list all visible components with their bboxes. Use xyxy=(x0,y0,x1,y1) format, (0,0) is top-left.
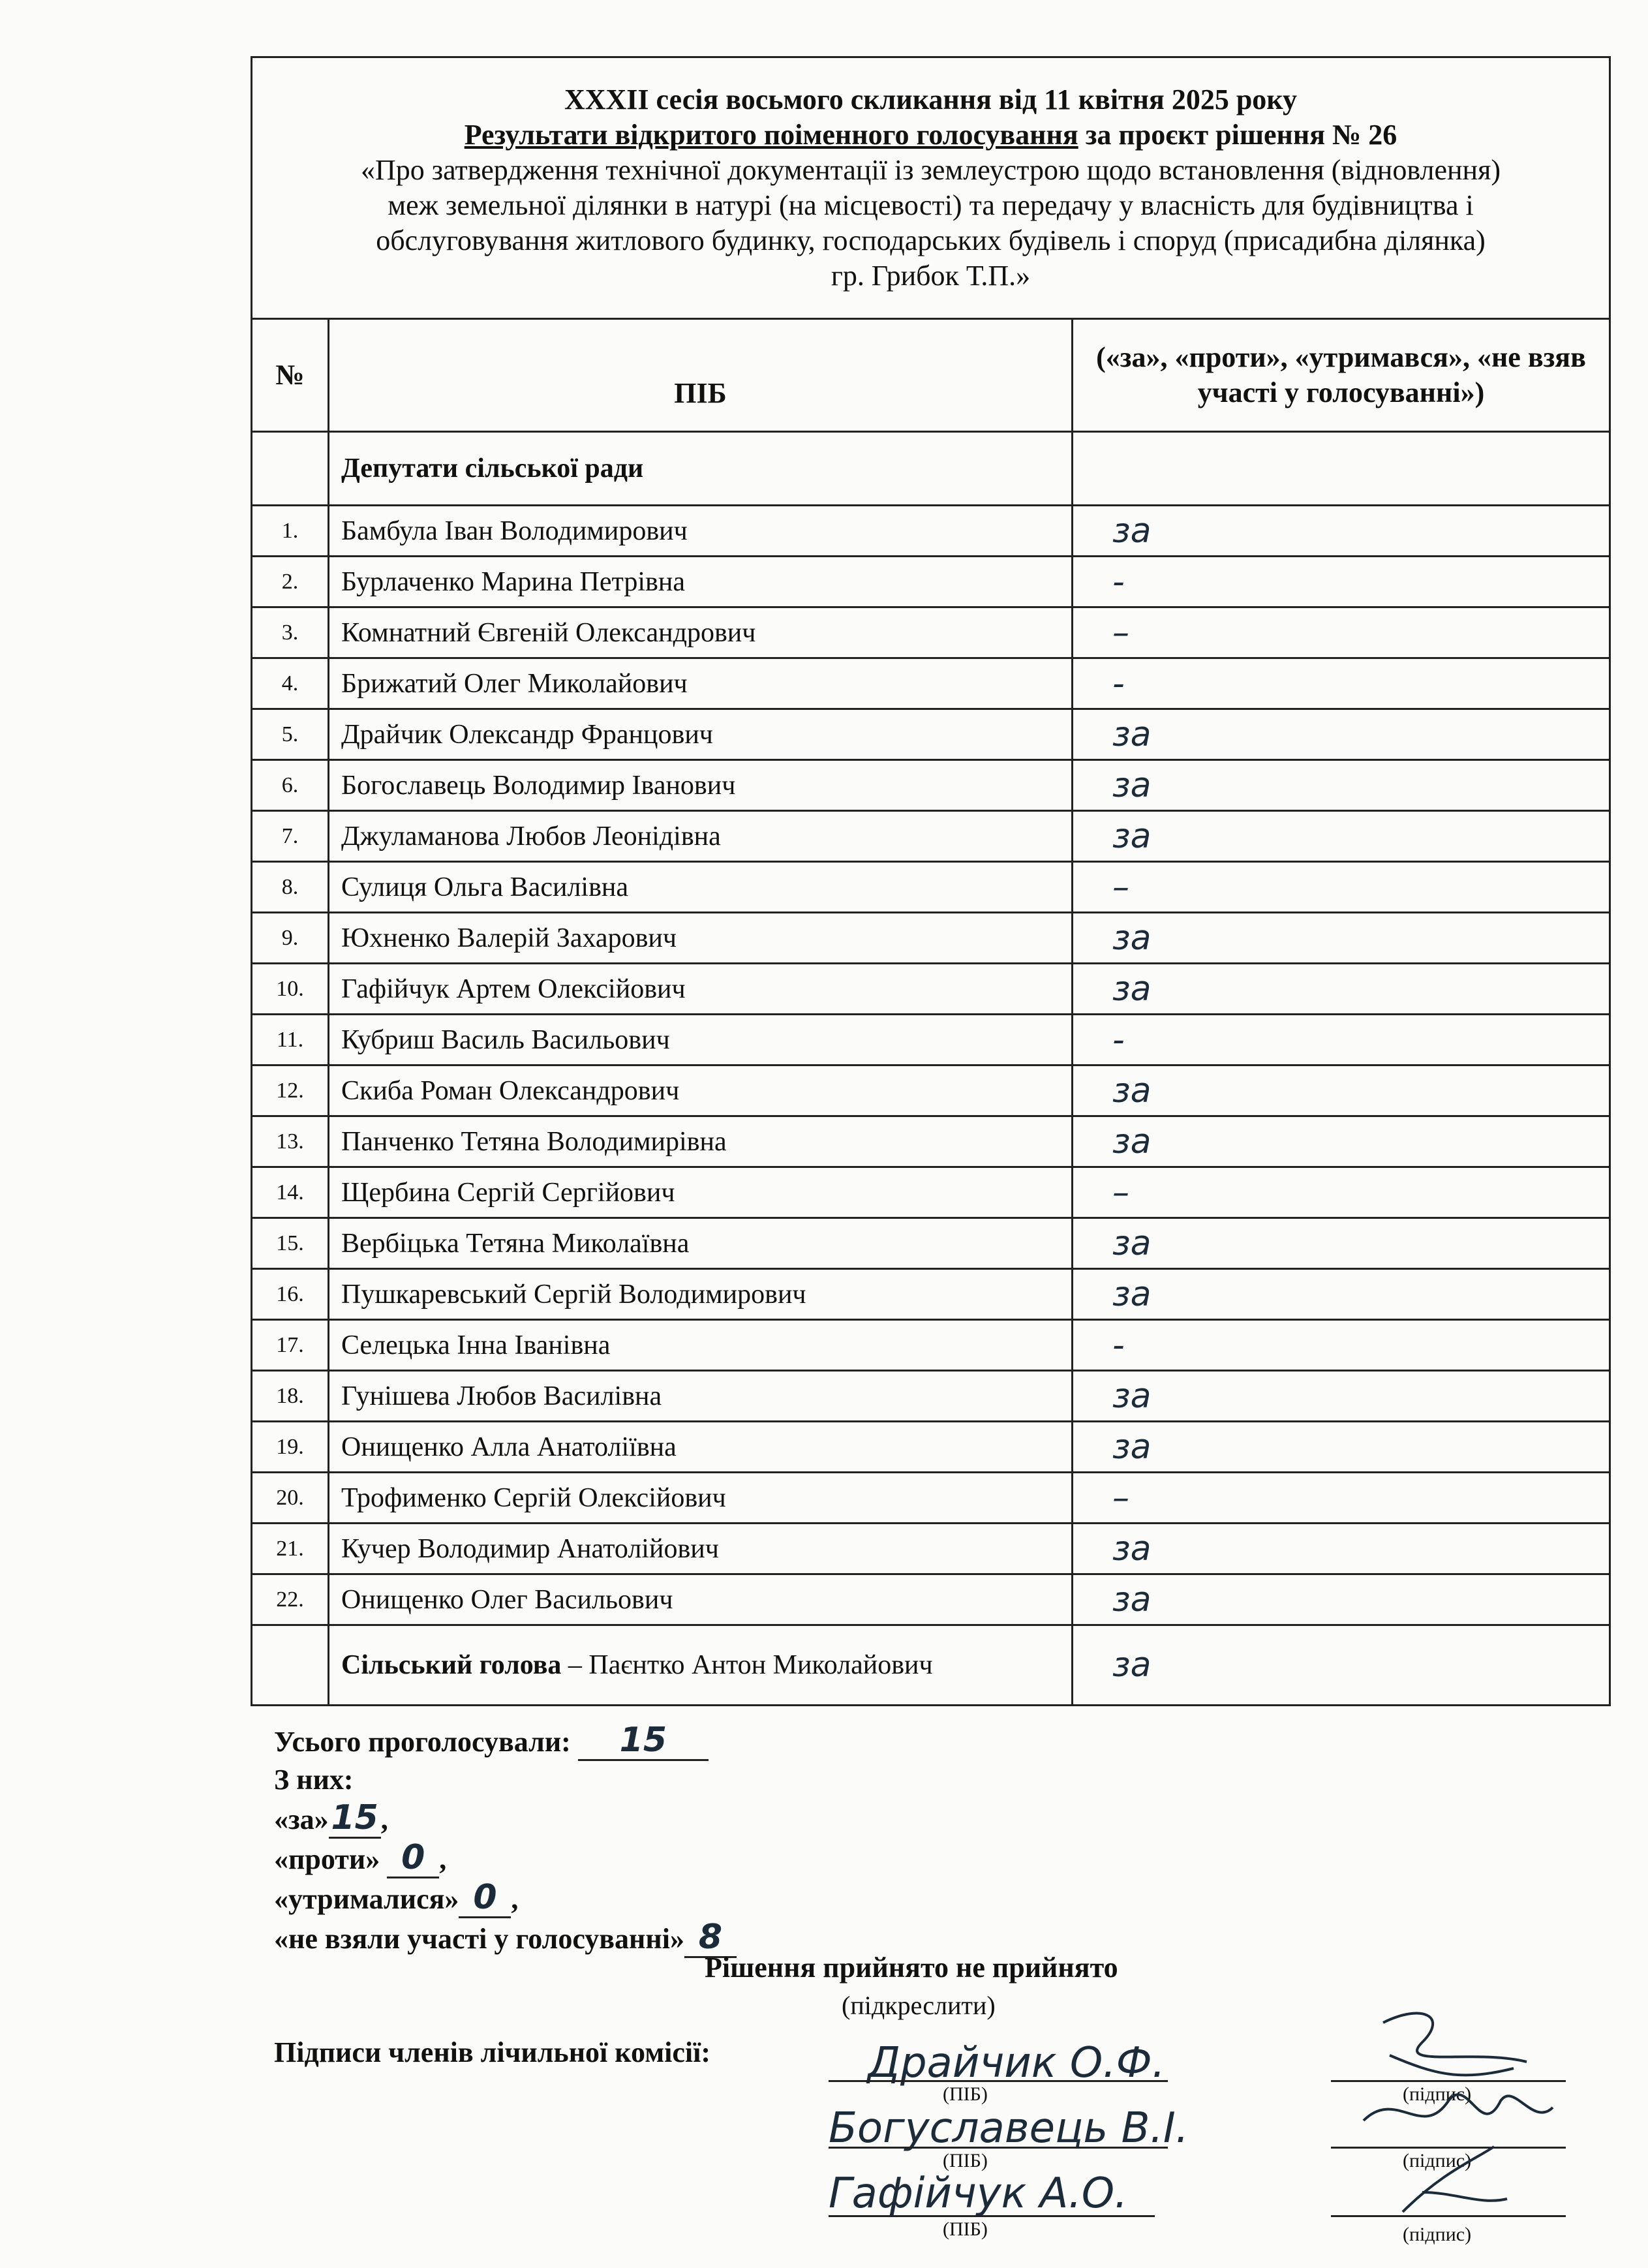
row-number: 21. xyxy=(252,1524,329,1574)
table-row xyxy=(252,506,1610,557)
table-row xyxy=(252,557,1610,607)
deputy-name: Джуламанова Любов Леонідівна xyxy=(329,811,1073,862)
table-row xyxy=(252,1218,1610,1269)
deputy-vote: зa xyxy=(1073,709,1610,760)
results-title: Результати відкритого поіменного голосування xyxy=(464,119,1078,151)
deputy-name: Щербина Сергій Сергійович xyxy=(329,1167,1073,1218)
row-number: 2. xyxy=(252,557,329,607)
table-row xyxy=(252,1116,1610,1167)
deputy-name: Сулиця Ольга Василівна xyxy=(329,862,1073,913)
abstained-value: 0 xyxy=(459,1878,511,1918)
table-row xyxy=(252,658,1610,709)
commission-label: Підписи членів лічильної комісії: xyxy=(274,2036,711,2068)
col-name-header: ПІБ xyxy=(329,319,1073,432)
project-line-3: обслуговування житлового будинку, господарських будівель і споруд (присадибна ділянка) xyxy=(376,224,1486,256)
row-number: 3. xyxy=(252,607,329,658)
row-number: 18. xyxy=(252,1371,329,1422)
deputy-vote: зa xyxy=(1073,1065,1610,1116)
for-label: «за» xyxy=(274,1803,329,1835)
total-value: 15 xyxy=(578,1721,709,1761)
table-row xyxy=(252,1422,1610,1473)
of-them-label: З них: xyxy=(274,1764,354,1796)
decision-note: (підкреслити) xyxy=(842,1991,996,2020)
row-number: 17. xyxy=(252,1320,329,1371)
pib-line-1 xyxy=(829,2080,1168,2082)
deputy-name: Кучер Володимир Анатолійович xyxy=(329,1524,1073,1574)
deputy-vote: зa xyxy=(1073,1524,1610,1574)
sign-caption-1: (підпис) xyxy=(1403,2083,1472,2105)
table-row xyxy=(252,1473,1610,1524)
deputy-vote: – xyxy=(1073,607,1610,658)
table-row xyxy=(252,709,1610,760)
deputy-vote: – xyxy=(1073,862,1610,913)
table-row xyxy=(252,1320,1610,1371)
row-number: 12. xyxy=(252,1065,329,1116)
table-row xyxy=(252,1269,1610,1320)
deputy-name: Бурлаченко Марина Петрівна xyxy=(329,557,1073,607)
pib-caption-1: (ПІБ) xyxy=(943,2083,988,2105)
signature-1 xyxy=(1383,2014,1527,2076)
deputy-vote: - xyxy=(1073,658,1610,709)
signature-3 xyxy=(1403,2147,1507,2212)
col-number-header: № xyxy=(252,319,329,432)
deputy-vote: зa xyxy=(1073,1371,1610,1422)
deputy-name: Гафійчук Артем Олексійович xyxy=(329,964,1073,1015)
deputy-name: Онищенко Олег Васильович xyxy=(329,1574,1073,1625)
row-number: 11. xyxy=(252,1015,329,1065)
commission-member-3: Гафійчук А.О. xyxy=(829,2169,1128,2218)
deputy-name: Комнатний Євгеній Олександрович xyxy=(329,607,1073,658)
deputy-name: Бамбула Іван Володимирович xyxy=(329,506,1073,557)
deputy-vote: - xyxy=(1073,557,1610,607)
decision-text: Рішення прийнято не прийнято xyxy=(705,1952,1118,1984)
deputy-vote: – xyxy=(1073,1473,1610,1524)
results-project: за проєкт рішення № 26 xyxy=(1078,119,1397,151)
deputy-name: Кубриш Василь Васильович xyxy=(329,1015,1073,1065)
deputy-vote: зa xyxy=(1073,1574,1610,1625)
total-label: Усього проголосували: xyxy=(274,1726,571,1758)
table-row xyxy=(252,760,1610,811)
head-vote: зa xyxy=(1073,1625,1610,1706)
deputy-vote: зa xyxy=(1073,1218,1610,1269)
table-row xyxy=(252,913,1610,964)
row-number: 6. xyxy=(252,760,329,811)
table-row xyxy=(252,607,1610,658)
table-row xyxy=(252,1574,1610,1625)
signature-scribbles xyxy=(1344,1997,1566,2231)
deputy-vote: - xyxy=(1073,1320,1610,1371)
deputy-vote: зa xyxy=(1073,506,1610,557)
commission-member-2: Богуславець В.І. xyxy=(829,2104,1189,2153)
session-title: XXXII сесія восьмого скликання від 11 квітня 2025 року xyxy=(564,84,1298,115)
deputy-name: Гунішева Любов Василівна xyxy=(329,1371,1073,1422)
row-number: 9. xyxy=(252,913,329,964)
sign-caption-3: (підпис) xyxy=(1403,2224,1472,2245)
deputy-name: Онищенко Алла Анатоліївна xyxy=(329,1422,1073,1473)
deputy-name: Селецька Інна Іванівна xyxy=(329,1320,1073,1371)
table-row xyxy=(252,1167,1610,1218)
deputy-vote: зa xyxy=(1073,760,1610,811)
pib-caption-2: (ПІБ) xyxy=(943,2150,988,2171)
section-title: Депутати сільської ради xyxy=(329,432,1073,506)
totals-block: Усього проголосували: 15 З них: «за»15, «проти» 0 , «утрималися» 0 , «не взяли участі у голосуванні» 8 xyxy=(274,1721,737,1958)
table-row xyxy=(252,1371,1610,1422)
against-label: «проти» xyxy=(274,1843,380,1875)
row-number: 19. xyxy=(252,1422,329,1473)
commission-member-1: Драйчик О.Ф. xyxy=(868,2039,1165,2087)
not-voted-value: 8 xyxy=(684,1918,737,1958)
row-number: 13. xyxy=(252,1116,329,1167)
table-header xyxy=(252,57,1610,319)
row-number: 8. xyxy=(252,862,329,913)
abstained-label: «утрималися» xyxy=(274,1883,459,1915)
row-number: 15. xyxy=(252,1218,329,1269)
deputy-list xyxy=(252,506,1610,1625)
row-number: 4. xyxy=(252,658,329,709)
sign-caption-2: (підпис) xyxy=(1403,2150,1472,2171)
row-number: 10. xyxy=(252,964,329,1015)
pib-line-3 xyxy=(829,2215,1155,2217)
deputy-vote: зa xyxy=(1073,1269,1610,1320)
deputy-vote: зa xyxy=(1073,1116,1610,1167)
deputy-name: Вербіцька Тетяна Миколаївна xyxy=(329,1218,1073,1269)
table-row xyxy=(252,1015,1610,1065)
signature-2 xyxy=(1364,2094,1553,2121)
deputy-vote: зa xyxy=(1073,913,1610,964)
table-row xyxy=(252,1524,1610,1574)
deputy-vote: зa xyxy=(1073,1422,1610,1473)
deputy-name: Панченко Тетяна Володимирівна xyxy=(329,1116,1073,1167)
project-line-4: гр. Грибок Т.П.» xyxy=(831,260,1031,292)
deputy-vote: - xyxy=(1073,1015,1610,1065)
deputy-name: Скиба Роман Олександрович xyxy=(329,1065,1073,1116)
voting-table xyxy=(251,56,1611,1706)
head-of-council: Сільський голова – Паєнтко Антон Миколайович xyxy=(329,1625,1073,1706)
row-number: 20. xyxy=(252,1473,329,1524)
deputy-name: Юхненко Валерій Захарович xyxy=(329,913,1073,964)
pib-caption-3: (ПІБ) xyxy=(943,2218,988,2240)
row-number: 5. xyxy=(252,709,329,760)
row-number: 22. xyxy=(252,1574,329,1625)
deputy-name: Брижатий Олег Миколайович xyxy=(329,658,1073,709)
row-number: 1. xyxy=(252,506,329,557)
deputy-vote: зa xyxy=(1073,811,1610,862)
project-line-1: «Про затвердження технічної документації із землеустрою щодо встановлення (відновлення) xyxy=(360,154,1501,186)
table-row xyxy=(252,862,1610,913)
deputy-name: Драйчик Олександр Францович xyxy=(329,709,1073,760)
deputy-name: Трофименко Сергій Олексійович xyxy=(329,1473,1073,1524)
table-row xyxy=(252,811,1610,862)
row-number: 14. xyxy=(252,1167,329,1218)
table-row xyxy=(252,1065,1610,1116)
deputy-name: Пушкаревський Сергій Володимирович xyxy=(329,1269,1073,1320)
row-number: 7. xyxy=(252,811,329,862)
row-number: 16. xyxy=(252,1269,329,1320)
for-value: 15 xyxy=(329,1799,381,1839)
not-voted-label: «не взяли участі у голосуванні» xyxy=(274,1923,684,1955)
deputy-vote: зa xyxy=(1073,964,1610,1015)
deputy-name: Богославець Володимир Іванович xyxy=(329,760,1073,811)
against-value: 0 xyxy=(387,1839,439,1878)
deputy-vote: – xyxy=(1073,1167,1610,1218)
table-row xyxy=(252,964,1610,1015)
col-vote-header: («за», «проти», «утримався», «не взяв участі у голосуванні») xyxy=(1073,319,1610,432)
pib-line-2 xyxy=(829,2147,1168,2149)
project-line-2: меж земельної ділянки в натурі (на місцевості) та передачу у власність для будівництва і xyxy=(388,189,1474,221)
